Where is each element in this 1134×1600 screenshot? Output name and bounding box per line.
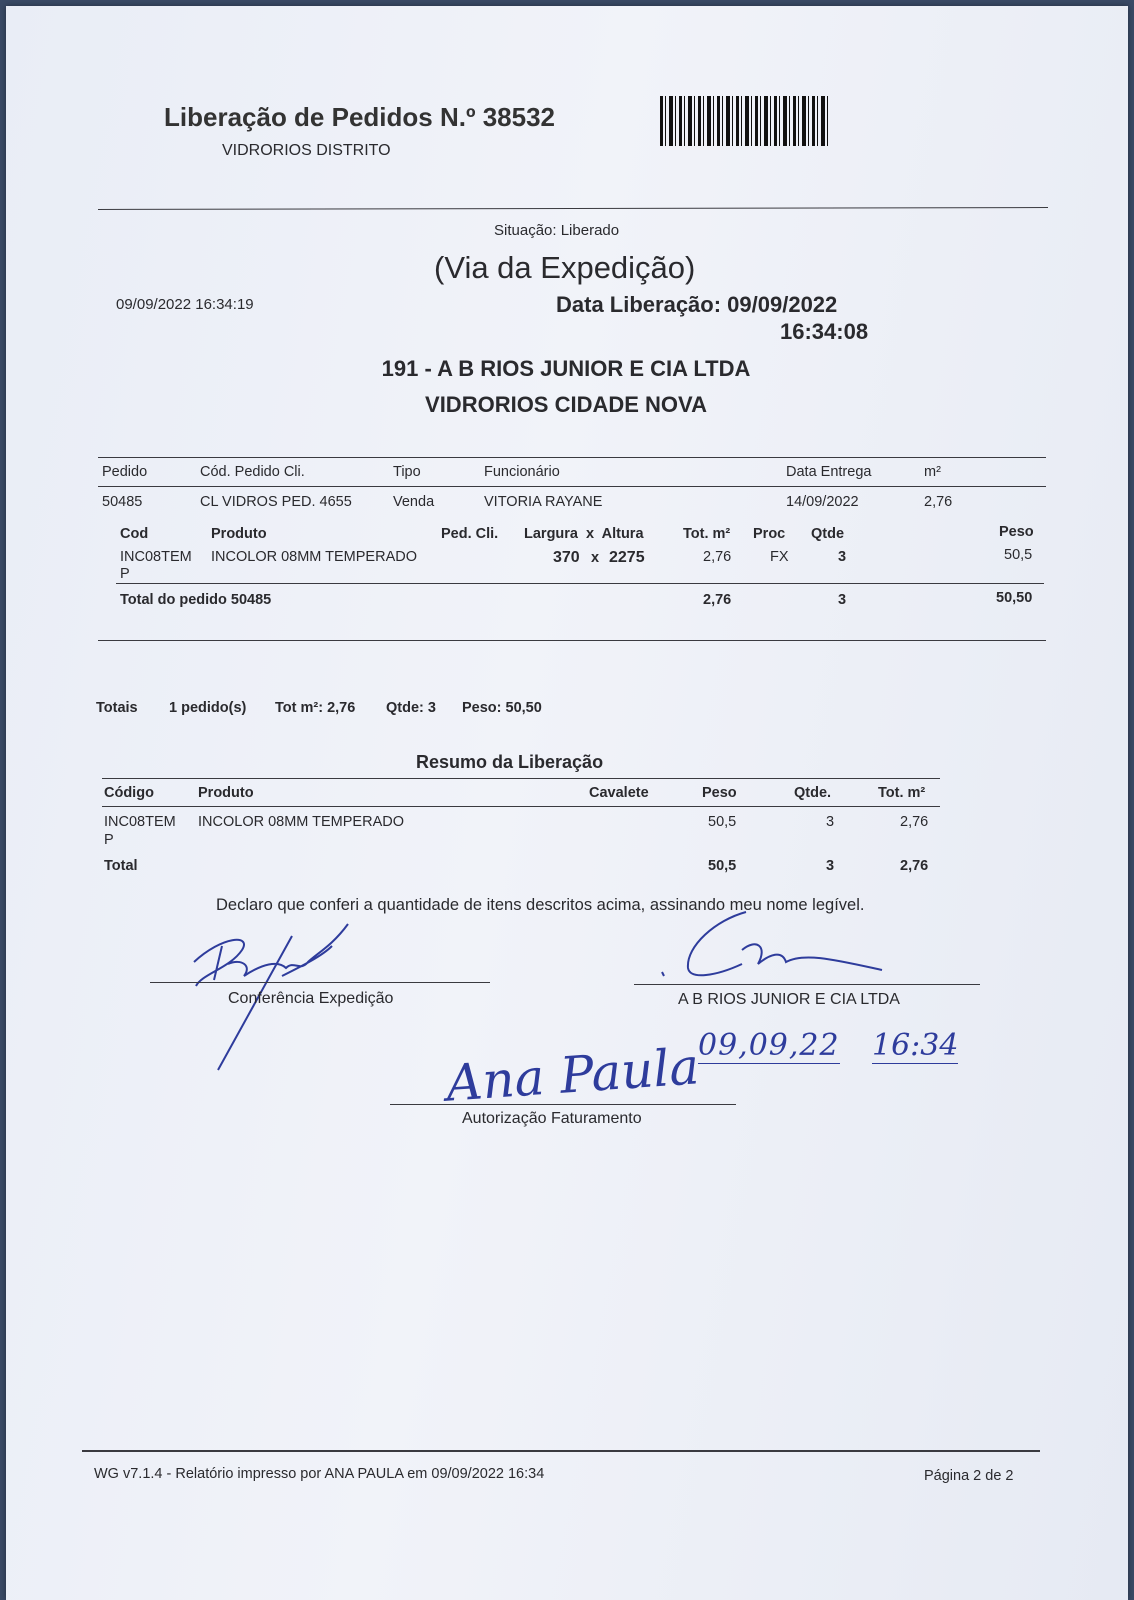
handwritten-time: 16:34 [872,1028,959,1063]
item-proc: FX [770,549,789,565]
totals-orders: 1 pedido(s) [169,700,247,716]
item-code-line1: INC08TEM [120,549,192,565]
document-title: Liberação de Pedidos N.º 38532 [164,102,555,132]
item-width: 370 [553,549,580,566]
col-cod-pedido-cli: Cód. Pedido Cli. [200,464,305,480]
col-data-entrega: Data Entrega [786,464,872,480]
summary-total-label: Total [104,858,138,874]
col-peso: Peso [999,524,1034,540]
summary-col-qtde: Qtde. [794,785,832,801]
footer-printed-by: WG v7.1.4 - Relatório impresso por ANA PAULA em 09/09/2022 16:34 [94,1466,545,1482]
declaration-text: Declaro que conferi a quantidade de itens descritos acima, assinando meu nome legível. [216,896,865,914]
totals-qtde: Qtde: 3 [386,700,436,716]
client-order-code: CL VIDROS PED. 4655 [200,494,352,510]
order-total-weight: 50,50 [996,590,1033,606]
signature-line-bottom [390,1104,736,1105]
handwritten-date: 09,09,22 [698,1028,840,1063]
item-code-line2: P [120,566,130,582]
client-name: 191 - A B RIOS JUNIOR E CIA LTDA [381,356,751,381]
item-qtde: 3 [838,549,847,565]
order-table-header-rule [98,486,1046,487]
col-largura-altura: Largura x Altura [524,526,644,542]
order-total-qtde: 3 [838,592,847,608]
item-tot-m2: 2,76 [703,549,732,565]
document-page [6,6,1128,1600]
summary-col-tot-m2: Tot. m² [878,785,926,801]
totals-m2: Tot m²: 2,76 [275,700,356,716]
col-proc: Proc [753,526,786,542]
summary-code-line2: P [104,832,114,848]
signature-label-right: A B RIOS JUNIOR E CIA LTDA [678,991,900,1008]
client-store: VIDRORIOS CIDADE NOVA [425,392,707,417]
footer-page-number: Página 2 de 2 [924,1468,1014,1484]
col-m2: m² [924,464,941,480]
summary-col-codigo: Código [104,785,154,801]
col-cod: Cod [120,526,149,542]
signature-label-bottom: Autorização Faturamento [462,1110,642,1127]
order-total-label: Total do pedido 50485 [120,592,272,608]
summary-weight: 50,5 [708,814,737,830]
totals-label: Totais [96,700,138,716]
item-x: x [591,550,600,566]
signature-label-left: Conferência Expedição [228,990,394,1007]
col-funcionario: Funcionário [484,464,560,480]
barcode [660,96,828,146]
item-height: 2275 [609,549,645,566]
footer-rule [82,1450,1040,1452]
col-tot-m2: Tot. m² [683,526,731,542]
signature-line-left [150,982,490,983]
item-total-rule [116,583,1044,584]
item-product: INCOLOR 08MM TEMPERADO [211,549,417,565]
delivery-date: 14/09/2022 [786,494,859,510]
summary-tot-m2: 2,76 [900,814,929,830]
situation-status: Situação: Liberado [494,222,620,239]
company-name: VIDRORIOS DISTRITO [222,142,391,159]
release-time: 16:34:08 [780,319,869,344]
summary-col-produto: Produto [198,785,254,801]
copy-label: (Via da Expedição) [434,250,696,285]
order-number: 50485 [102,494,143,510]
signature-center: Ana Paula [444,1037,701,1113]
summary-col-cavalete: Cavalete [589,785,649,801]
summary-total-weight: 50,5 [708,858,737,874]
order-table-top-rule [98,457,1046,458]
order-m2: 2,76 [924,494,953,510]
summary-total-m2: 2,76 [900,858,929,874]
order-table-bottom-rule [98,640,1046,641]
item-weight: 50,5 [1004,547,1033,563]
order-total-m2: 2,76 [703,592,732,608]
release-date: Data Liberação: 09/09/2022 [556,292,838,317]
summary-code-line1: INC08TEM [104,814,176,830]
summary-top-rule [102,778,940,779]
col-ped-cli: Ped. Cli. [441,526,499,542]
order-type: Venda [393,494,435,510]
col-qtde: Qtde [811,526,845,542]
summary-col-peso: Peso [702,785,737,801]
summary-title: Resumo da Liberação [416,752,604,772]
header-rule [98,207,1048,210]
signature-line-right [634,984,980,985]
totals-weight: Peso: 50,50 [462,700,542,716]
col-tipo: Tipo [393,464,421,480]
col-pedido: Pedido [102,464,148,480]
signature-right [646,906,896,986]
print-datetime: 09/09/2022 16:34:19 [116,296,254,313]
summary-product: INCOLOR 08MM TEMPERADO [198,814,404,830]
col-produto: Produto [211,526,267,542]
employee: VITORIA RAYANE [484,494,603,510]
summary-header-rule [102,806,940,807]
summary-qtde: 3 [826,814,835,830]
summary-total-qtde: 3 [826,858,835,874]
